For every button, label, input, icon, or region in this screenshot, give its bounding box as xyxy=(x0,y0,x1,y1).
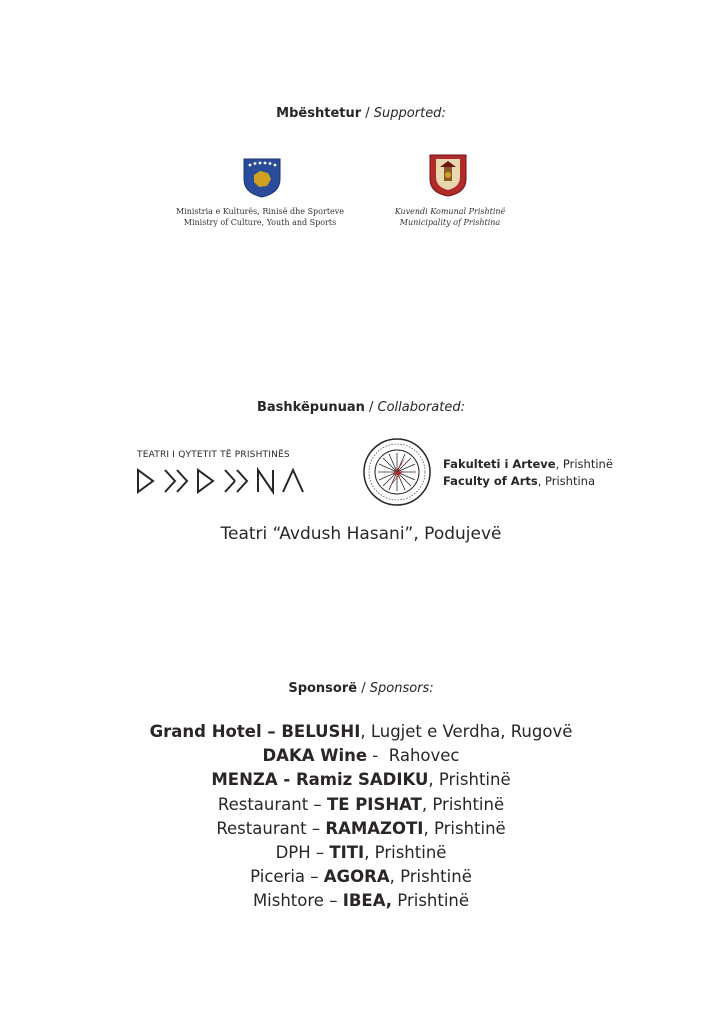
faculty-name-en xyxy=(443,473,713,490)
university-seal-icon xyxy=(362,437,432,507)
sponsor-row xyxy=(0,817,722,841)
supported-label-bold: Mbështetur xyxy=(276,106,362,121)
kosovo-coat-of-arms-icon xyxy=(240,155,284,199)
sponsor-row xyxy=(0,841,722,865)
collaborated-label-italic: Collaborated: xyxy=(377,400,465,415)
municipality-name-al: Kuvendi Komunal Prishtinë xyxy=(394,207,506,216)
sponsors-label-bold: Sponsorë xyxy=(288,681,358,696)
supported-label-italic: Supported: xyxy=(373,106,446,121)
sponsor-prefix: DPH – xyxy=(275,843,330,863)
sponsor-name: DAKA Wine xyxy=(262,746,368,766)
sponsor-prefix: Mishtore – xyxy=(252,891,343,911)
sponsor-location: , Prishtinë xyxy=(428,770,511,790)
dodona-subtitle: TEATRI I QYTETIT TË PRISHTINËS xyxy=(137,450,290,460)
sponsor-location: , Prishtinë xyxy=(389,867,472,887)
ministry-name-en: Ministry of Culture, Youth and Sports xyxy=(183,218,337,227)
sponsor-location: , Lugjet e Verdha, Rugovë xyxy=(360,722,573,741)
sponsor-row xyxy=(0,793,722,817)
sponsor-name: TE PISHAT xyxy=(326,794,422,814)
sponsor-prefix: Restaurant – xyxy=(216,818,326,838)
ministry-name-al: Ministria e Kulturës, Rinisë dhe Sporteve xyxy=(175,207,345,216)
faculty-block xyxy=(443,456,713,490)
sponsor-name: MENZA - Ramiz SADIKU xyxy=(211,770,429,790)
faculty-en-rest: , Prishtina xyxy=(537,474,596,488)
sponsor-name: Grand Hotel – BELUSHI xyxy=(149,722,361,741)
sponsor-prefix: Piceria – xyxy=(250,867,324,887)
sponsor-location: , Prishtinë xyxy=(423,818,506,838)
ministry-caption xyxy=(160,206,360,228)
sponsor-name: TITI xyxy=(329,843,365,863)
prishtina-emblem-icon xyxy=(428,153,468,197)
collaborated-heading: Bashkëpunuan / Collaborated: xyxy=(256,400,465,415)
sponsors-label-italic: Sponsors: xyxy=(369,681,434,696)
sponsor-location: , Prishtinë xyxy=(421,794,505,814)
municipality-caption xyxy=(350,206,550,228)
sponsor-list xyxy=(0,720,722,914)
sponsor-row xyxy=(0,865,722,889)
sponsor-row xyxy=(0,720,722,744)
faculty-en-bold: Faculty of Arts xyxy=(443,474,538,488)
dodona-logo xyxy=(135,466,310,496)
sponsor-row xyxy=(0,889,722,913)
faculty-al-bold: Fakulteti i Arteve xyxy=(443,457,556,471)
sponsor-location: Prishtinë xyxy=(392,891,470,911)
sponsor-name: IBEA, xyxy=(342,891,393,911)
sponsor-row xyxy=(0,768,722,792)
supported-heading: Mbështetur / Supported: xyxy=(276,106,446,121)
sponsor-location: - Rahovec xyxy=(367,746,460,766)
collaborated-label-bold: Bashkëpunuan xyxy=(256,400,365,415)
sponsor-name: RAMAZOTI xyxy=(325,818,424,838)
sponsor-prefix: Restaurant – xyxy=(217,794,327,814)
avdush-hasani-theatre: Teatri “Avdush Hasani”, Podujevë xyxy=(220,524,502,544)
sponsors-heading: Sponsorë / Sponsors: xyxy=(288,681,434,696)
municipality-name-en: Municipality of Prishtina xyxy=(399,218,501,227)
sponsor-row xyxy=(0,744,722,768)
sponsor-name: AGORA xyxy=(323,867,390,887)
faculty-al-rest: , Prishtinë xyxy=(555,457,613,471)
faculty-name-al xyxy=(443,456,713,473)
sponsor-location: , Prishtinë xyxy=(364,843,447,863)
